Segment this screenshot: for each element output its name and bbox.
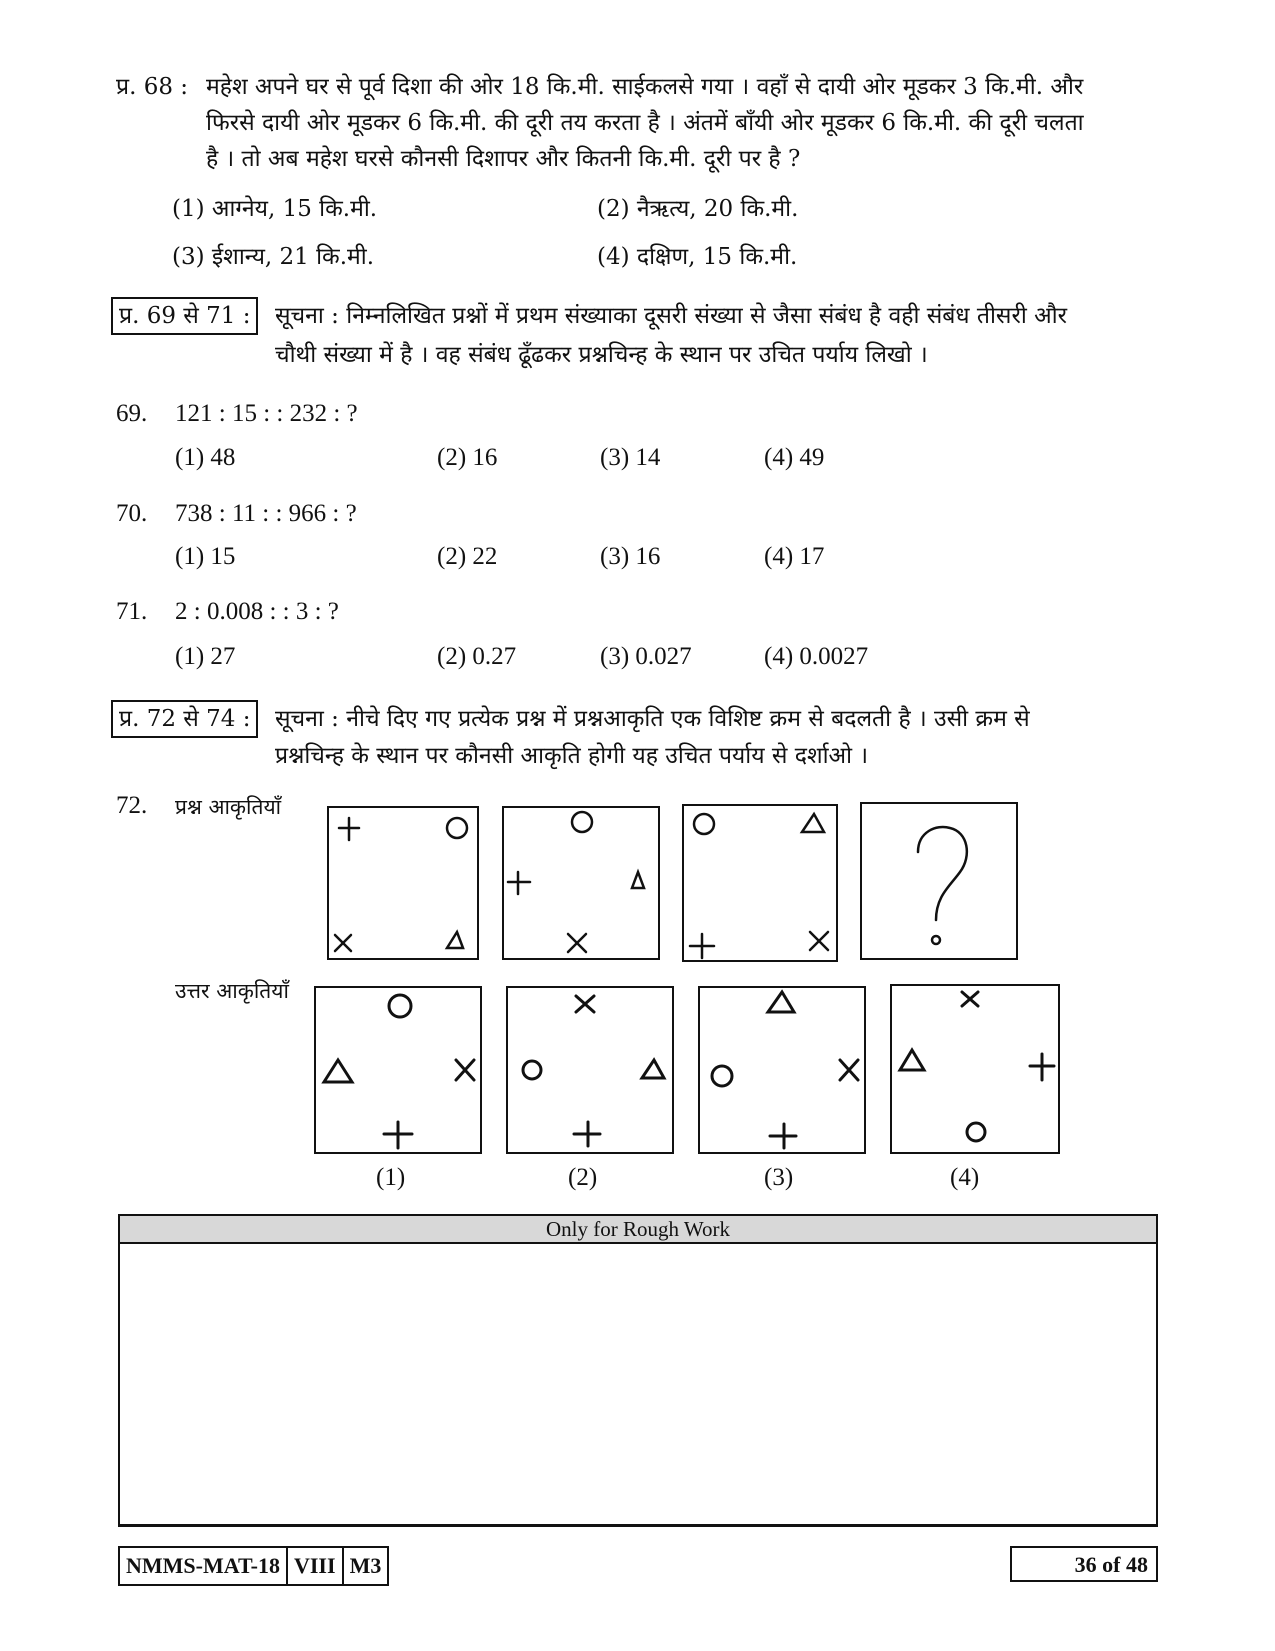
rough-work-heading: Only for Rough Work [120,1216,1156,1244]
cross-icon [568,934,586,952]
q68-line-2: फिरसे दायी ओर मूडकर 6 कि.मी. की दूरी तय करता है । अंतमें बाँयी ओर मूडकर 6 कि.मी. की दूरी चलता [206,110,1084,136]
answer-figure-4[interactable] [890,984,1060,1154]
instruction-69-71-line-1: सूचना : निम्नलिखित प्रश्नों में प्रथम संख्याका दूसरी संख्या से जैसा संबंध है वही संबंध तीसरी और [275,303,1068,329]
q71-number: 71. [116,598,148,625]
answer-number-4: (4) [950,1164,980,1191]
q70-option-1[interactable]: (1) 15 [175,543,236,570]
q69-option-2[interactable]: (2) 16 [437,444,498,471]
q70-option-2[interactable]: (2) 22 [437,543,498,570]
plus-icon [770,1124,796,1148]
q72-question-figures-label: प्रश्न आकृतियाँ [175,795,282,819]
circle-icon [447,818,467,838]
circle-icon [694,814,714,834]
page-number: 36 of 48 [1010,1546,1158,1582]
triangle-icon [768,992,794,1012]
q69-text: 121 : 15 : : 232 : ? [175,400,358,427]
q68-option-1[interactable]: (1) आग्नेय, 15 कि.मी. [172,196,378,222]
circle-icon [523,1061,541,1079]
circle-icon [572,812,592,832]
plus-icon [384,1122,412,1148]
q70-option-4[interactable]: (4) 17 [764,543,825,570]
instruction-69-71-line-2: चौथी संख्या में है । वह संबंध ढूँढकर प्रश्नचिन्ह के स्थान पर उचित पर्याय लिखो । [275,342,928,368]
question-figure-3 [682,804,838,962]
q68-line-1: महेश अपने घर से पूर्व दिशा की ओर 18 कि.मी. साईकलसे गया । वहाँ से दायी ओर मूडकर 3 कि.मी. और [206,74,1084,100]
q72-answer-figures-label: उत्तर आकृतियाँ [175,979,289,1003]
q69-option-1[interactable]: (1) 48 [175,444,236,471]
cross-icon [576,996,594,1012]
instruction-72-74-box: प्र. 72 से 74 : [111,700,258,738]
answer-figure-3[interactable] [698,986,866,1154]
footer-code: NMMS-MAT-18 [120,1548,288,1584]
q72-number: 72. [116,792,148,819]
q68-option-3[interactable]: (3) ईशान्य, 21 कि.मी. [172,244,375,270]
q71-text: 2 : 0.008 : : 3 : ? [175,598,339,625]
q68-option-2[interactable]: (2) नैऋत्य, 20 कि.मी. [597,196,799,222]
footer-rule [118,1525,1158,1527]
plus-icon [574,1122,600,1146]
footer-code-box [118,1546,389,1586]
q71-option-3[interactable]: (3) 0.027 [600,643,692,670]
q70-option-3[interactable]: (3) 16 [600,543,661,570]
instruction-72-74-line-2: प्रश्नचिन्ह के स्थान पर कौनसी आकृति होगी यह उचित पर्याय से दर्शाओ । [275,743,869,769]
answer-figure-1[interactable] [314,986,482,1154]
question-figure-2 [502,806,660,960]
instruction-72-74-line-1: सूचना : नीचे दिए गए प्रत्येक प्रश्न में प्रश्नआकृति एक विशिष्ट क्रम से बदलती है । उसी क्रम से [275,706,1030,732]
question-figure-4-unknown [860,802,1018,960]
circle-icon [389,995,411,1017]
q69-number: 69. [116,400,148,427]
plus-icon [1030,1054,1054,1080]
q68-option-4[interactable]: (4) दक्षिण, 15 कि.मी. [597,244,798,270]
q71-option-1[interactable]: (1) 27 [175,643,236,670]
answer-number-2: (2) [568,1164,598,1191]
q68-label: प्र. 68 : [116,74,189,100]
question-mark-dot-icon [932,936,940,944]
triangle-icon [632,872,644,888]
q68-line-3: है । तो अब महेश घरसे कौनसी दिशापर और कितनी कि.मी. दूरी पर है ? [206,146,801,172]
cross-icon [962,992,978,1006]
q71-option-4[interactable]: (4) 0.0027 [764,643,869,670]
footer-set: M3 [349,1553,382,1578]
triangle-icon [447,932,463,948]
cross-icon [456,1060,474,1080]
triangle-icon [642,1060,664,1078]
answer-figure-2[interactable] [506,986,674,1154]
cross-icon [840,1060,858,1080]
question-mark-icon [918,827,967,920]
answer-number-1: (1) [376,1164,406,1191]
instruction-69-71-box: प्र. 69 से 71 : [111,297,258,335]
triangle-icon [802,814,824,832]
q69-option-4[interactable]: (4) 49 [764,444,825,471]
cross-icon [810,932,828,950]
triangle-icon [324,1060,352,1082]
q70-number: 70. [116,500,148,527]
footer-class: VIII [288,1548,344,1584]
q71-option-2[interactable]: (2) 0.27 [437,643,517,670]
cross-icon [335,935,351,951]
rough-work-area [118,1214,1158,1526]
circle-icon [712,1066,732,1086]
q69-option-3[interactable]: (3) 14 [600,444,661,471]
plus-icon [339,818,359,840]
plus-icon [508,872,530,894]
triangle-icon [900,1050,924,1070]
plus-icon [690,934,714,958]
q70-text: 738 : 11 : : 966 : ? [175,500,357,527]
question-figure-1 [327,806,479,960]
circle-icon [967,1123,985,1141]
answer-number-3: (3) [764,1164,794,1191]
